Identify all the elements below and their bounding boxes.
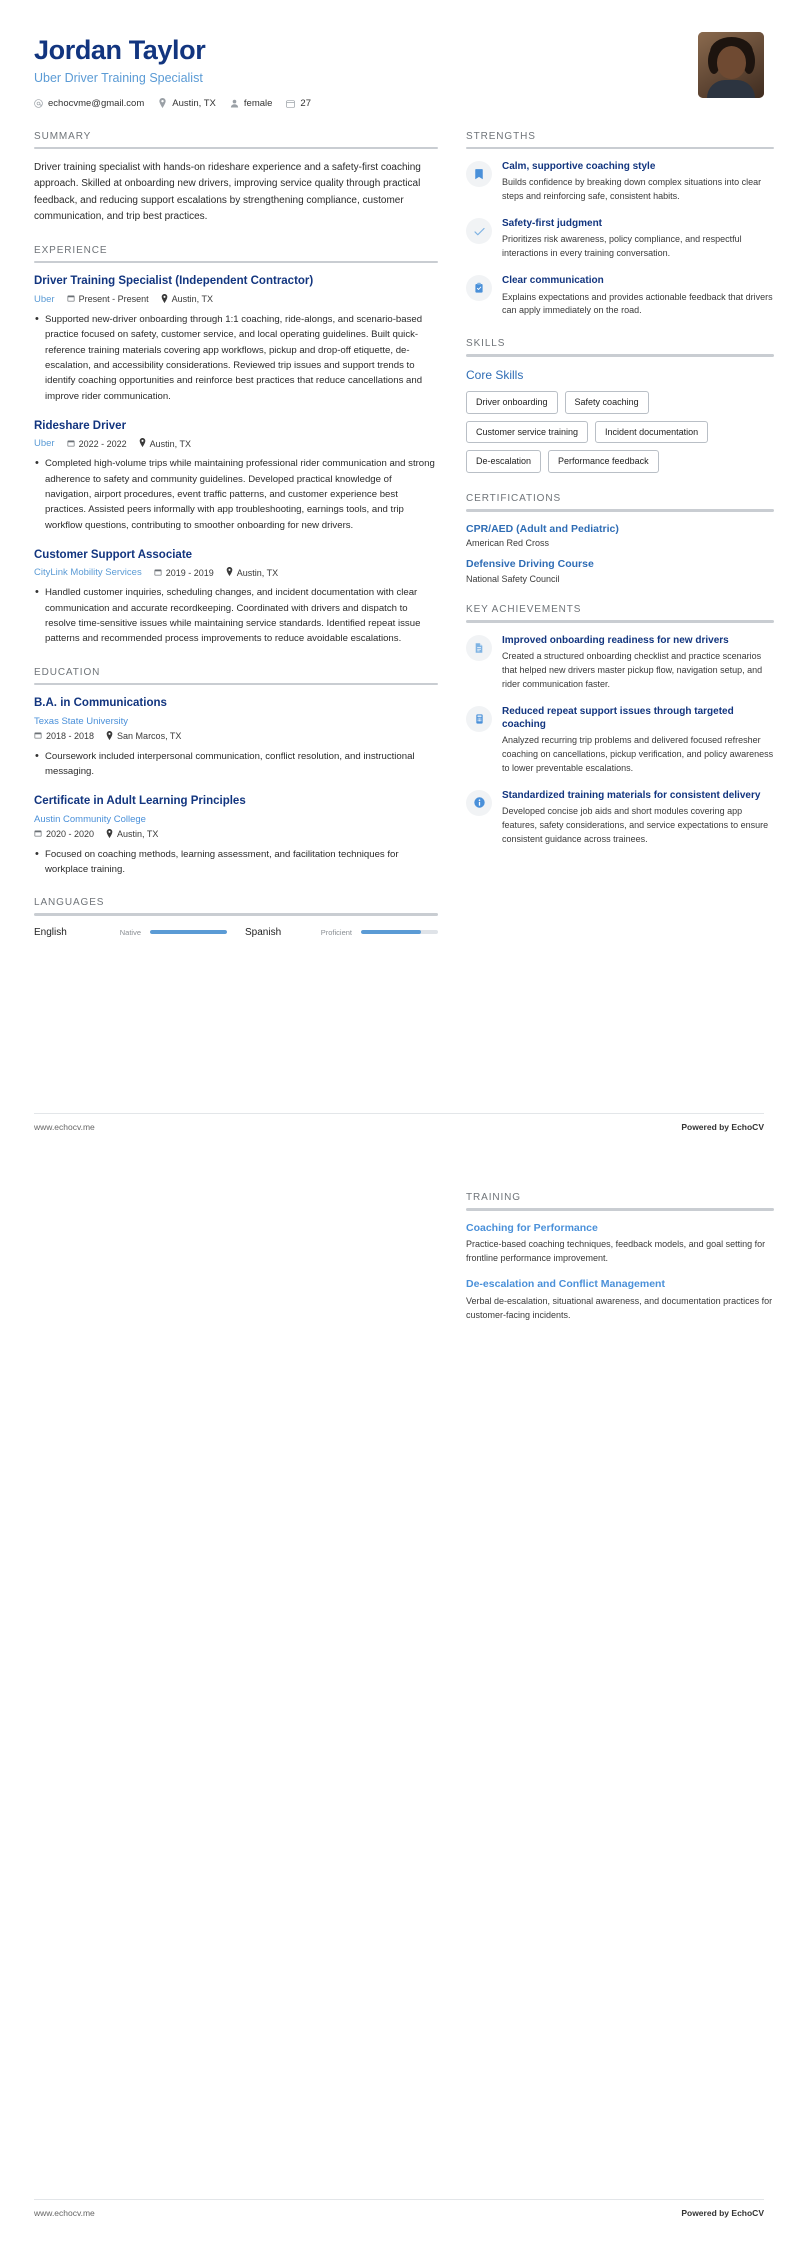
experience-entry	[34, 419, 438, 533]
calendar-icon	[34, 731, 42, 741]
training-name[interactable]: Coaching for Performance	[466, 1221, 598, 1234]
footer-powered-by: Powered by EchoCV	[681, 1122, 764, 1132]
section-divider	[34, 147, 438, 150]
calendar-icon	[154, 568, 162, 578]
key-achievements-section-title: KEY ACHIEVEMENTS	[466, 604, 582, 616]
calendar-icon	[286, 99, 295, 108]
experience-dates: Present - Present	[67, 294, 149, 304]
skills-tag-list	[466, 391, 774, 473]
avatar	[698, 32, 764, 98]
right-column	[466, 131, 774, 964]
contact-email[interactable]	[34, 98, 144, 109]
language-progress-bar	[361, 930, 438, 934]
contact-age-text: 27	[300, 97, 311, 109]
contact-email-text: echocvme@gmail.com	[48, 97, 145, 109]
strengths-section	[466, 131, 774, 319]
summary-text: Driver training specialist with hands-on rideshare experience and a safety-first coaching approach. Skilled at onboarding new drivers, improving service quality through practical feedback, and reducing support escalations by strengthening compliance, customer communication, and trip best practices.	[34, 162, 421, 222]
experience-bullets	[34, 456, 438, 533]
strength-item	[466, 217, 774, 261]
experience-bullets	[34, 312, 438, 404]
resume-header	[24, 26, 770, 109]
skill-tag[interactable]: Customer service training	[466, 421, 588, 444]
calendar-icon	[67, 439, 75, 449]
achievement-desc: Developed concise job aids and short modules covering app features, safety considerations, and service expectations to ensure consistent guidance across trainees.	[502, 805, 769, 844]
strength-item	[466, 160, 774, 204]
education-bullets	[34, 847, 438, 878]
strength-desc: Explains expectations and provides actionable feedback that drivers can apply immediately on the road.	[502, 291, 773, 316]
certification-name[interactable]: Defensive Driving Course	[466, 558, 594, 571]
language-item	[34, 927, 227, 938]
section-divider	[34, 261, 438, 264]
strengths-section-title: STRENGTHS	[466, 130, 536, 142]
contact-location-text: Austin, TX	[172, 97, 216, 109]
bullet-item: • Completed high-volume trips while maintaining professional rider communication and strong adherence to safety and community guidelines. Developed practical knowledge of navigation, airport procedures, event traffic patterns, and customer experience best practices. Assisted peers informally with app troubleshooting, earnings tools, and trip workflow questions, contributing to smoother onboarding for new drivers.	[34, 456, 438, 533]
language-level: Native	[119, 927, 141, 937]
experience-title: Driver Training Specialist (Independent Contractor)	[34, 275, 314, 288]
section-divider	[466, 1208, 774, 1211]
certification-org: American Red Cross	[466, 538, 550, 549]
job-role-subtitle: Uber Driver Training Specialist	[34, 70, 203, 85]
right-column-page2	[466, 1192, 774, 1343]
key-achievements-section	[466, 604, 774, 847]
page-title: Jordan Taylor	[34, 35, 206, 65]
experience-section-title: EXPERIENCE	[34, 244, 108, 256]
experience-bullets	[34, 585, 438, 646]
left-column-page2	[34, 1192, 438, 1343]
location-pin-icon	[158, 98, 167, 108]
header-text-block	[34, 32, 311, 109]
bullet-item: • Supported new-driver onboarding through 1:1 coaching, ride-alongs, and scenario-based practice focused on safety, customer service, and local operating guidelines. Built quick-reference training materials covering app workflows, pickup and drop-off etiquette, de-escalation, and accessibility considerations. Reviewed trip issues and support trends to identify coaching opportunities and reinforce best practices that reduce cancellations and improve rider communication.	[34, 312, 438, 404]
experience-title: Rideshare Driver	[34, 419, 127, 432]
document-icon	[466, 635, 492, 661]
training-section-title: TRAINING	[466, 1192, 521, 1203]
language-progress-bar	[150, 930, 227, 934]
section-divider	[466, 354, 774, 357]
certification-org: National Safety Council	[466, 574, 560, 585]
skill-tag[interactable]: De-escalation	[466, 450, 541, 473]
experience-dates: 2019 - 2019	[154, 568, 214, 578]
training-name[interactable]: De-escalation and Conflict Management	[466, 1278, 665, 1291]
training-section	[466, 1192, 774, 1323]
education-title: B.A. in Communications	[34, 697, 167, 710]
education-bullets	[34, 749, 438, 780]
skill-tag[interactable]: Driver onboarding	[466, 391, 558, 414]
summary-section-title: SUMMARY	[34, 130, 92, 142]
bullet-item: • Handled customer inquiries, scheduling changes, and incident documentation with clear communication and accurate recordkeeping. Coordinated with drivers and dispatch to resolve time-sensitive issues while maintaining service standards. Identified repeat issue patterns and recommended process improvements to reduce avoidable escalations.	[34, 585, 438, 646]
education-dates: 2018 - 2018	[34, 731, 94, 741]
experience-dates: 2022 - 2022	[67, 439, 127, 449]
bullet-item: • Coursework included interpersonal communication, conflict resolution, and instructional messaging.	[34, 749, 438, 780]
footer-site[interactable]: www.echocv.me	[34, 2208, 95, 2218]
bullet-item: • Focused on coaching methods, learning assessment, and facilitation techniques for workplace training.	[34, 847, 438, 878]
section-divider	[466, 620, 774, 623]
summary-section	[34, 131, 438, 225]
strength-title: Clear communication	[502, 275, 604, 287]
experience-org[interactable]: Uber	[34, 438, 55, 450]
section-divider	[34, 913, 438, 916]
certifications-section-title: CERTIFICATIONS	[466, 493, 562, 505]
certifications-section	[466, 493, 774, 584]
training-desc: Practice-based coaching techniques, feedback models, and goal setting for frontline performance improvement.	[466, 1239, 766, 1264]
experience-location: Austin, TX	[226, 567, 278, 578]
language-level: Proficient	[320, 927, 352, 937]
strength-desc: Prioritizes risk awareness, policy compliance, and respectful interactions in every training conversation.	[502, 234, 742, 259]
education-location: Austin, TX	[106, 829, 158, 840]
contact-list	[34, 98, 311, 109]
skill-tag[interactable]: Performance feedback	[548, 450, 659, 473]
email-icon	[34, 99, 43, 108]
skill-tag[interactable]: Safety coaching	[565, 391, 649, 414]
education-entry	[34, 696, 438, 779]
contact-location	[158, 98, 216, 109]
location-pin-icon	[106, 829, 113, 840]
calculator-icon	[466, 706, 492, 732]
education-location: San Marcos, TX	[106, 731, 181, 742]
contact-age	[286, 98, 311, 109]
experience-location: Austin, TX	[139, 438, 191, 449]
location-pin-icon	[161, 294, 168, 305]
experience-location: Austin, TX	[161, 294, 213, 305]
experience-org[interactable]: Uber	[34, 293, 55, 305]
education-org[interactable]: Austin Community College	[34, 813, 146, 825]
achievement-item	[466, 789, 774, 847]
page-footer	[34, 2199, 764, 2218]
contact-gender	[230, 98, 273, 109]
language-name: English	[34, 926, 67, 938]
skill-tag[interactable]: Incident documentation	[595, 421, 708, 444]
certification-item	[466, 523, 774, 549]
calendar-icon	[34, 829, 42, 839]
certification-item	[466, 558, 774, 584]
experience-entry	[34, 548, 438, 647]
achievement-item	[466, 634, 774, 692]
languages-section-title: LANGUAGES	[34, 897, 105, 909]
experience-entry	[34, 274, 438, 403]
contact-gender-text: female	[243, 97, 273, 109]
education-entry	[34, 794, 438, 877]
experience-title: Customer Support Associate	[34, 548, 193, 561]
location-pin-icon	[226, 567, 233, 578]
skills-section-title: SKILLS	[466, 338, 506, 350]
page-footer	[34, 1113, 764, 1132]
education-dates: 2020 - 2020	[34, 829, 94, 839]
strength-title: Safety-first judgment	[502, 218, 603, 230]
person-icon	[230, 99, 239, 108]
skills-section	[466, 338, 774, 473]
language-name: Spanish	[245, 926, 282, 938]
section-divider	[466, 147, 774, 150]
achievement-title: Standardized training materials for consistent delivery	[502, 789, 761, 801]
achievement-desc: Created a structured onboarding checklist and practice scenarios that helped new drivers master pickup flow, navigation setup, and rider communication faster.	[502, 650, 763, 689]
location-pin-icon	[106, 731, 113, 742]
clipboard-check-icon	[466, 275, 492, 301]
achievement-item	[466, 705, 774, 776]
training-item	[466, 1278, 774, 1323]
location-pin-icon	[139, 438, 146, 449]
education-section-title: EDUCATION	[34, 666, 101, 678]
languages-section	[34, 897, 438, 944]
achievement-title: Improved onboarding readiness for new drivers	[502, 634, 729, 646]
education-title: Certificate in Adult Learning Principles	[34, 795, 246, 808]
info-icon	[466, 790, 492, 816]
left-column	[34, 131, 438, 964]
footer-powered-by: Powered by EchoCV	[681, 2208, 764, 2218]
strength-title: Calm, supportive coaching style	[502, 161, 656, 173]
section-divider	[466, 509, 774, 512]
achievement-desc: Analyzed recurring trip problems and delivered focused refresher coaching on cancellations, pickup verification, and policy awareness to lower preventable escalations.	[502, 734, 774, 773]
education-org[interactable]: Texas State University	[34, 715, 128, 727]
resume-page-2	[0, 1160, 794, 2246]
calendar-icon	[67, 294, 75, 304]
skills-group-title: Core Skills	[466, 367, 524, 382]
strength-desc: Builds confidence by breaking down complex situations into clear steps and reinforcing safe, consistent habits.	[502, 177, 762, 202]
training-desc: Verbal de-escalation, situational awareness, and documentation practices for customer-facing incidents.	[466, 1295, 773, 1320]
education-section	[34, 667, 438, 878]
experience-org[interactable]: CityLink Mobility Services	[34, 567, 142, 579]
strength-item	[466, 274, 774, 318]
experience-section	[34, 245, 438, 647]
training-item	[466, 1222, 774, 1267]
footer-site[interactable]: www.echocv.me	[34, 1122, 95, 1132]
achievement-title: Reduced repeat support issues through targeted coaching	[502, 705, 734, 730]
bookmark-icon	[466, 161, 492, 187]
section-divider	[34, 683, 438, 686]
language-item	[245, 927, 438, 938]
certification-name[interactable]: CPR/AED (Adult and Pediatric)	[466, 522, 619, 535]
check-icon	[466, 218, 492, 244]
